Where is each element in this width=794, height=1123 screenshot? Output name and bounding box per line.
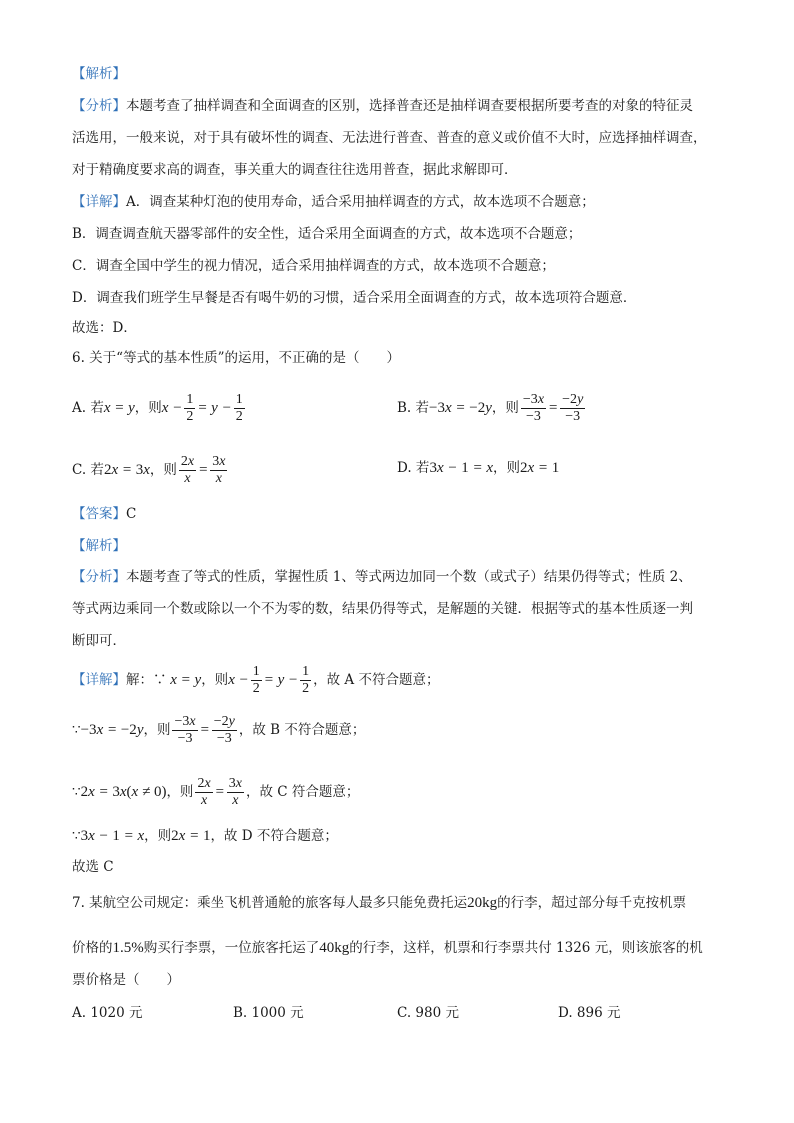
xiangjie-b-result: $\frac{-3x}{-3}$ = $\frac{-2y}{-3}$ [174, 714, 235, 746]
q7-option-a [72, 1003, 142, 1023]
option-c-result: $\frac{2x}{x}$ = $\frac{3x}{x}$ [180, 454, 226, 486]
xiangjie-d-result: 2x = 1 [171, 828, 211, 844]
xiangjie-c-result: $\frac{2x}{x}$ = $\frac{3x}{x}$ [197, 776, 242, 808]
q6-fenxi-text: 本题考查了等式的性质，掌握性质 1、等式两边加同一个数（或式子）结果仍得等式；性质 2、 [126, 569, 692, 585]
suffix-d: ，故 D 不符合题意； [210, 828, 338, 844]
ze-text: ，则 [493, 460, 520, 476]
option-a-math: x = y [103, 399, 135, 416]
option-a-text: A. 1020 元 [72, 1005, 143, 1021]
q6-option-c [72, 454, 229, 487]
q7-text: 的行李，这样，机票和行李票共付 1326 元，则该旅客的机 [349, 940, 703, 956]
answer-value: C [126, 506, 137, 522]
q6-fenxi-line-1 [72, 567, 692, 587]
q5-xiangjie-line-2 [72, 224, 581, 244]
ze-text: ，则 [144, 828, 172, 844]
q5-xiangjie-text: A．调查某种灯泡的使用寿命，适合采用抽样调查的方式，故本选项不合题意； [126, 194, 595, 210]
q7-option-c [397, 1003, 459, 1023]
ze-text: ，则 [491, 399, 519, 416]
option-c-label: C. 若 [72, 461, 104, 478]
analysis-tag: 【解析】 [72, 538, 126, 554]
because-symbol: ∵ [72, 783, 81, 800]
q6-fenxi-text: 等式两边乘同一个数或除以一个不为零的数，结果仍得等式，是解题的关键．根据等式的基本性质逐一判 [72, 601, 693, 617]
option-b-text: B. 1000 元 [233, 1005, 304, 1021]
xiangjie-tag: 【详解】 [72, 194, 126, 210]
q7-stem-line-3 [72, 970, 180, 990]
q5-conclusion [72, 318, 137, 338]
ze-text: ，则 [201, 671, 229, 688]
q7-text: 购买行李票，一位旅客托运了 [143, 940, 320, 956]
q6-conclusion [72, 857, 114, 877]
q6-option-b [397, 392, 587, 425]
because-symbol: ∵ [72, 828, 81, 844]
ze-text: ，则 [134, 399, 162, 416]
q7-option-b [233, 1003, 304, 1023]
suffix-b: ，故 B 不符合题意； [238, 721, 366, 738]
q5-fenxi-line-1 [72, 96, 693, 116]
q5-fenxi-text: 活选用，一般来说，对于具有破坏性的调查、无法进行普查、普查的意义或价值不大时，应选择抽样调查， [72, 130, 707, 146]
q7-text: 票价格是（ ） [72, 972, 180, 988]
fenxi-tag: 【分析】 [72, 98, 126, 114]
q5-xiangjie-text: C．调查全国中学生的视力情况，适合采用抽样调查的方式，故本选项不合题意； [72, 258, 555, 274]
jie-text: 解： [126, 671, 153, 688]
because-symbol: ∵ [72, 721, 81, 738]
q6-conclusion-text: 故选 C [72, 859, 114, 875]
xiangjie-d-math: 3x − 1 = x [80, 828, 145, 844]
q6-xiangjie-line-c [72, 776, 359, 809]
q5-xiangjie-line-3 [72, 256, 555, 276]
q5-fenxi-line-3 [72, 160, 518, 180]
q6-answer [72, 504, 136, 524]
option-b-label: B. 若 [397, 399, 430, 416]
xiangjie-c-math: 2x = 3x(x ≠ 0) [80, 783, 167, 800]
q6-fenxi-line-2 [72, 599, 693, 619]
option-b-result: $\frac{-3x}{-3}$ = $\frac{-2y}{-3}$ [522, 392, 584, 424]
percent-value: 1.5% [112, 940, 144, 956]
q5-xiangjie-line-4 [72, 288, 636, 308]
q5-conclusion-text: 故选：D． [72, 320, 137, 336]
q7-stem-line-1 [72, 893, 686, 913]
q6-stem [72, 348, 400, 368]
because-symbol: ∵ [153, 671, 167, 688]
q7-text: 的行李，超过部分每千克按机票 [497, 895, 687, 911]
suffix-c: ，故 C 符合题意； [246, 783, 360, 800]
q6-option-d [397, 458, 559, 478]
q5-xiangjie-line-1 [72, 192, 595, 212]
option-d-label: D. 若 [397, 460, 430, 476]
q6-stem-text: 6. 关于“等式的基本性质”的运用，不正确的是（ ） [72, 350, 400, 366]
option-d-math: 3x − 1 = x [429, 460, 493, 476]
q6-fenxi-line-3 [72, 631, 126, 651]
option-c-math: 2x = 3x [103, 461, 150, 478]
q5-xiangjie-text: B．调查调查航天器零部件的安全性，适合采用全面调查的方式，故本选项不合题意； [72, 226, 582, 242]
option-c-text: C. 980 元 [397, 1005, 459, 1021]
q6-xiangjie-line-a [72, 664, 439, 697]
ze-text: ，则 [166, 783, 194, 800]
xiangjie-tag: 【详解】 [72, 671, 126, 688]
xiangjie-a-result: x − $\frac{1}{2}$ = y − $\frac{1}{2}$ [228, 664, 310, 696]
option-a-label: A. 若 [72, 399, 104, 416]
q6-xiangjie-line-d [72, 826, 338, 846]
q7-text: 7. 某航空公司规定：乘坐飞机普通舱的旅客每人最多只能免费托运 [72, 895, 468, 911]
q5-xiangjie-text: D．调查我们班学生早餐是否有喝牛奶的习惯，适合采用全面调查的方式，故本选项符合题意． [72, 290, 637, 306]
xiangjie-b-math: −3x = −2y [80, 721, 144, 738]
answer-tag: 【答案】 [72, 506, 126, 522]
option-a-result: x − $\frac{1}{2}$ = y − $\frac{1}{2}$ [161, 392, 243, 424]
q7-option-d [558, 1003, 620, 1023]
xiangjie-a-math: x = y [166, 671, 202, 688]
ze-text: ，则 [149, 461, 177, 478]
q5-fenxi-text: 本题考查了抽样调查和全面调查的区别，选择普查还是抽样调查要根据所要考查的对象的特征灵 [126, 98, 693, 114]
weight-20kg: 20kg [467, 895, 498, 911]
option-b-math: −3x = −2y [429, 399, 492, 416]
q6-xiangjie-line-b [72, 714, 365, 747]
q7-stem-line-2 [72, 938, 703, 958]
option-d-text: D. 896 元 [558, 1005, 621, 1021]
q6-option-a [72, 392, 247, 425]
fenxi-tag: 【分析】 [72, 569, 126, 585]
option-d-result: 2x = 1 [520, 460, 560, 476]
ze-text: ，则 [143, 721, 171, 738]
analysis-heading [72, 64, 126, 84]
q6-fenxi-text: 断即可． [72, 633, 126, 649]
q5-fenxi-text: 对于精确度要求高的调查，事关重大的调查往往选用普查，据此求解即可． [72, 162, 518, 178]
q6-analysis-heading [72, 536, 126, 556]
q5-fenxi-line-2 [72, 128, 707, 148]
analysis-tag: 【解析】 [72, 66, 126, 82]
suffix-a: ，故 A 不符合题意； [313, 671, 440, 688]
q7-text: 价格的 [72, 940, 113, 956]
weight-40kg: 40kg [319, 940, 350, 956]
